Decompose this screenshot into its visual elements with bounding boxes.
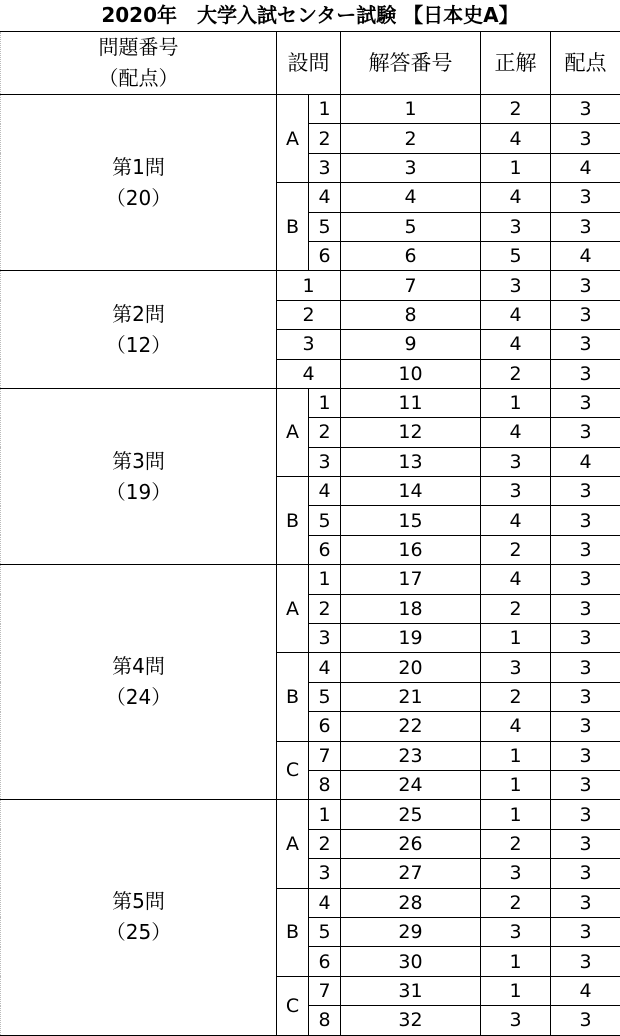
points-value: 3 bbox=[551, 770, 620, 799]
sub-question-number: 6 bbox=[309, 535, 341, 564]
correct-answer: 2 bbox=[481, 535, 551, 564]
sub-question-number: 5 bbox=[309, 917, 341, 946]
question-cell bbox=[1, 565, 277, 800]
sub-question-number: 6 bbox=[309, 241, 341, 270]
group-label: A bbox=[277, 800, 309, 888]
table-row bbox=[1, 388, 620, 417]
answer-number: 27 bbox=[341, 859, 481, 888]
header-answer-number: 解答番号 bbox=[341, 32, 481, 95]
group-label: A bbox=[277, 388, 309, 476]
correct-answer: 2 bbox=[481, 95, 551, 124]
correct-answer: 4 bbox=[481, 712, 551, 741]
sub-question-number: 2 bbox=[309, 418, 341, 447]
points-value: 3 bbox=[551, 535, 620, 564]
question-points: （12） bbox=[106, 333, 171, 357]
correct-answer: 2 bbox=[481, 594, 551, 623]
sub-question-number: 1 bbox=[277, 271, 341, 300]
correct-answer: 3 bbox=[481, 271, 551, 300]
answer-number: 15 bbox=[341, 506, 481, 535]
answer-number: 32 bbox=[341, 1006, 481, 1035]
correct-answer: 4 bbox=[481, 124, 551, 153]
question-label: 第3問 bbox=[112, 449, 165, 473]
sub-question-number: 3 bbox=[309, 153, 341, 182]
question-cell bbox=[1, 95, 277, 271]
sub-question-number: 4 bbox=[277, 359, 341, 388]
correct-answer: 3 bbox=[481, 212, 551, 241]
points-value: 3 bbox=[551, 359, 620, 388]
table-row bbox=[1, 800, 620, 829]
answer-number: 8 bbox=[341, 300, 481, 329]
group-label: C bbox=[277, 976, 309, 1035]
question-points: （20） bbox=[106, 186, 171, 210]
sub-question-number: 2 bbox=[309, 829, 341, 858]
sub-question-number: 2 bbox=[309, 124, 341, 153]
points-value: 4 bbox=[551, 976, 620, 1005]
answer-number: 1 bbox=[341, 95, 481, 124]
answer-number: 26 bbox=[341, 829, 481, 858]
table-row bbox=[1, 271, 620, 300]
table-row bbox=[1, 95, 620, 124]
correct-answer: 4 bbox=[481, 418, 551, 447]
points-value: 3 bbox=[551, 1006, 620, 1035]
answer-number: 10 bbox=[341, 359, 481, 388]
sub-question-number: 4 bbox=[309, 183, 341, 212]
answer-number: 21 bbox=[341, 682, 481, 711]
question-points: （19） bbox=[106, 480, 171, 504]
sub-question-number: 4 bbox=[309, 477, 341, 506]
group-label: A bbox=[277, 95, 309, 183]
answer-number: 19 bbox=[341, 624, 481, 653]
points-value: 3 bbox=[551, 95, 620, 124]
question-points: （24） bbox=[106, 685, 171, 709]
sub-question-number: 3 bbox=[277, 330, 341, 359]
correct-answer: 4 bbox=[481, 183, 551, 212]
sub-question-number: 1 bbox=[309, 800, 341, 829]
points-value: 3 bbox=[551, 917, 620, 946]
answer-number: 18 bbox=[341, 594, 481, 623]
answer-number: 5 bbox=[341, 212, 481, 241]
points-value: 3 bbox=[551, 712, 620, 741]
question-label: 第1問 bbox=[112, 155, 165, 179]
correct-answer: 3 bbox=[481, 1006, 551, 1035]
answer-number: 12 bbox=[341, 418, 481, 447]
answer-number: 22 bbox=[341, 712, 481, 741]
table-row bbox=[1, 565, 620, 594]
points-value: 3 bbox=[551, 624, 620, 653]
answer-number: 13 bbox=[341, 447, 481, 476]
answer-number: 17 bbox=[341, 565, 481, 594]
sub-question-number: 7 bbox=[309, 976, 341, 1005]
answer-number: 9 bbox=[341, 330, 481, 359]
sub-question-number: 4 bbox=[309, 888, 341, 917]
question-cell bbox=[1, 800, 277, 1035]
group-label: B bbox=[277, 653, 309, 741]
answer-table bbox=[0, 31, 620, 1036]
correct-answer: 2 bbox=[481, 682, 551, 711]
sub-question-number: 8 bbox=[309, 770, 341, 799]
answer-number: 2 bbox=[341, 124, 481, 153]
group-label: B bbox=[277, 477, 309, 565]
question-cell bbox=[1, 388, 277, 564]
correct-answer: 1 bbox=[481, 770, 551, 799]
points-value: 4 bbox=[551, 153, 620, 182]
correct-answer: 2 bbox=[481, 829, 551, 858]
header-question-number-label: 問題番号 bbox=[99, 35, 179, 59]
question-points: （25） bbox=[106, 920, 171, 944]
points-value: 3 bbox=[551, 506, 620, 535]
correct-answer: 3 bbox=[481, 917, 551, 946]
correct-answer: 5 bbox=[481, 241, 551, 270]
answer-number: 25 bbox=[341, 800, 481, 829]
correct-answer: 3 bbox=[481, 447, 551, 476]
answer-number: 4 bbox=[341, 183, 481, 212]
correct-answer: 3 bbox=[481, 477, 551, 506]
answer-number: 30 bbox=[341, 947, 481, 976]
header-row bbox=[1, 32, 620, 95]
correct-answer: 3 bbox=[481, 653, 551, 682]
correct-answer: 4 bbox=[481, 565, 551, 594]
correct-answer: 1 bbox=[481, 800, 551, 829]
points-value: 3 bbox=[551, 565, 620, 594]
correct-answer: 2 bbox=[481, 888, 551, 917]
points-value: 3 bbox=[551, 477, 620, 506]
header-sub-question: 設問 bbox=[277, 32, 341, 95]
answer-number: 14 bbox=[341, 477, 481, 506]
sub-question-number: 2 bbox=[309, 594, 341, 623]
question-label: 第4問 bbox=[112, 654, 165, 678]
sub-question-number: 6 bbox=[309, 947, 341, 976]
answer-number: 6 bbox=[341, 241, 481, 270]
answer-number: 28 bbox=[341, 888, 481, 917]
sub-question-number: 5 bbox=[309, 506, 341, 535]
points-value: 3 bbox=[551, 418, 620, 447]
sub-question-number: 5 bbox=[309, 682, 341, 711]
points-value: 3 bbox=[551, 300, 620, 329]
answer-number: 7 bbox=[341, 271, 481, 300]
points-value: 3 bbox=[551, 124, 620, 153]
correct-answer: 1 bbox=[481, 947, 551, 976]
points-value: 3 bbox=[551, 212, 620, 241]
answer-number: 3 bbox=[341, 153, 481, 182]
question-cell bbox=[1, 271, 277, 389]
group-label: C bbox=[277, 741, 309, 800]
answer-number: 31 bbox=[341, 976, 481, 1005]
correct-answer: 4 bbox=[481, 506, 551, 535]
sub-question-number: 1 bbox=[309, 565, 341, 594]
points-value: 3 bbox=[551, 330, 620, 359]
header-question-number bbox=[1, 32, 277, 95]
sub-question-number: 3 bbox=[309, 624, 341, 653]
points-value: 4 bbox=[551, 241, 620, 270]
points-value: 3 bbox=[551, 682, 620, 711]
answer-table-body bbox=[1, 32, 620, 1036]
correct-answer: 2 bbox=[481, 359, 551, 388]
correct-answer: 4 bbox=[481, 300, 551, 329]
answer-number: 24 bbox=[341, 770, 481, 799]
correct-answer: 1 bbox=[481, 388, 551, 417]
question-label: 第5問 bbox=[112, 889, 165, 913]
answer-number: 29 bbox=[341, 917, 481, 946]
sub-question-number: 6 bbox=[309, 712, 341, 741]
points-value: 3 bbox=[551, 829, 620, 858]
points-value: 3 bbox=[551, 388, 620, 417]
answer-number: 16 bbox=[341, 535, 481, 564]
sub-question-number: 2 bbox=[277, 300, 341, 329]
group-label: A bbox=[277, 565, 309, 653]
points-value: 3 bbox=[551, 653, 620, 682]
points-value: 3 bbox=[551, 271, 620, 300]
question-label: 第2問 bbox=[112, 302, 165, 326]
correct-answer: 4 bbox=[481, 330, 551, 359]
sub-question-number: 7 bbox=[309, 741, 341, 770]
header-points: 配点 bbox=[551, 32, 620, 95]
sub-question-number: 4 bbox=[309, 653, 341, 682]
sub-question-number: 1 bbox=[309, 95, 341, 124]
points-value: 3 bbox=[551, 888, 620, 917]
points-value: 3 bbox=[551, 947, 620, 976]
points-value: 3 bbox=[551, 594, 620, 623]
points-value: 4 bbox=[551, 447, 620, 476]
header-correct: 正解 bbox=[481, 32, 551, 95]
page-title: 2020年 大学入試センター試験 【日本史A】 bbox=[0, 0, 620, 31]
correct-answer: 3 bbox=[481, 859, 551, 888]
sub-question-number: 8 bbox=[309, 1006, 341, 1035]
points-value: 3 bbox=[551, 741, 620, 770]
sub-question-number: 3 bbox=[309, 859, 341, 888]
points-value: 3 bbox=[551, 183, 620, 212]
correct-answer: 1 bbox=[481, 741, 551, 770]
points-value: 3 bbox=[551, 859, 620, 888]
answer-number: 11 bbox=[341, 388, 481, 417]
header-points-paren-label: （配点） bbox=[99, 66, 179, 90]
correct-answer: 1 bbox=[481, 624, 551, 653]
sub-question-number: 5 bbox=[309, 212, 341, 241]
correct-answer: 1 bbox=[481, 976, 551, 1005]
group-label: B bbox=[277, 183, 309, 271]
answer-number: 23 bbox=[341, 741, 481, 770]
sub-question-number: 3 bbox=[309, 447, 341, 476]
answer-number: 20 bbox=[341, 653, 481, 682]
points-value: 3 bbox=[551, 800, 620, 829]
sub-question-number: 1 bbox=[309, 388, 341, 417]
group-label: B bbox=[277, 888, 309, 976]
correct-answer: 1 bbox=[481, 153, 551, 182]
